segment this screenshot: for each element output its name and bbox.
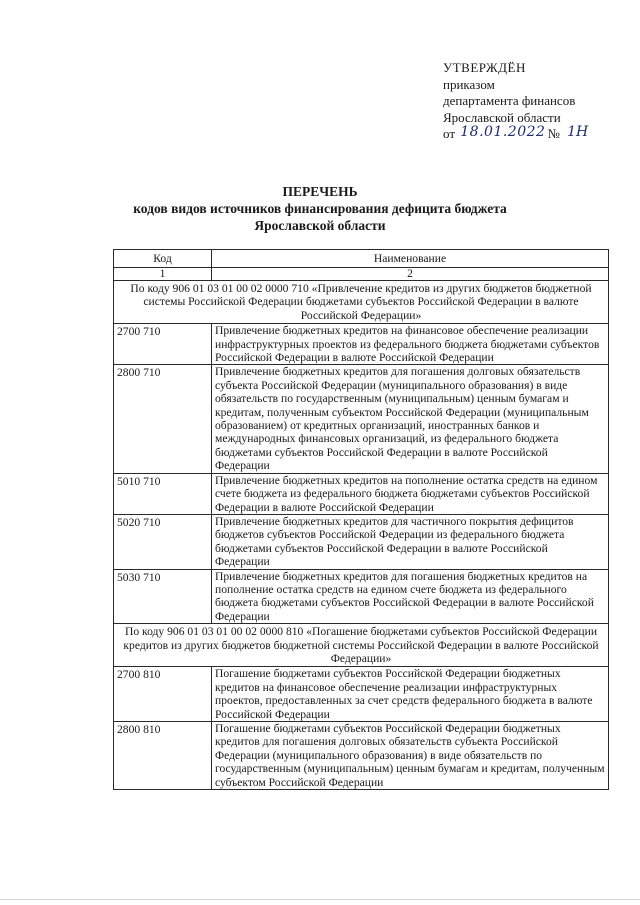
approval-stamp xyxy=(443,60,633,143)
row-name: Погашение бюджетами субъектов Российской Федерации бюджетных кредитов на финансовое обеспечение реализации инфраструктурных проектов, предоставленных за счет средств федерального бюджета в валюте Российской Федерации xyxy=(212,667,609,722)
approval-line-department: департамента финансов xyxy=(443,93,576,108)
table-row xyxy=(114,473,609,514)
section-header: По коду 906 01 03 01 00 02 0000 810 «Погашение бюджетами субъектов Российской Федерации кредитов из других бюджетов бюджетной системы Российской Федерации в валюте Российской Федерации» xyxy=(114,624,609,667)
handwritten-number: 1Н xyxy=(567,124,589,140)
section-header-row xyxy=(114,281,609,324)
section-header-row xyxy=(114,624,609,667)
section-header: По коду 906 01 03 01 00 02 0000 710 «Привлечение кредитов из других бюджетов бюджетной системы Российской Федерации бюджетами субъектов Российской Федерации в валюте Российской Федерации» xyxy=(114,281,609,324)
row-name: Привлечение бюджетных кредитов для погашения бюджетных кредитов на пополнение остатка средств на едином счете бюджета из федерального бюджета бюджетами субъектов Российской Федерации в валюте Российской Федерации xyxy=(212,569,609,624)
date-prefix: от xyxy=(443,126,456,141)
approval-heading: УТВЕРЖДЁН xyxy=(443,60,526,75)
row-name: Погашение бюджетами субъектов Российской Федерации бюджетных кредитов для погашения долговых обязательств субъекта Российской Федерации (муниципального образования) в виде обязательств по государственным (муниципальным) ценным бумагам и кредитам, полученным субъектом Российской Федерации xyxy=(212,722,609,790)
row-code: 5010 710 xyxy=(114,473,212,514)
column-number-2: 2 xyxy=(212,268,609,281)
table-row xyxy=(114,514,609,569)
table-row xyxy=(114,667,609,722)
column-number-row xyxy=(114,268,609,281)
title-line-1: ПЕРЕЧЕНЬ xyxy=(282,184,358,199)
row-code: 5020 710 xyxy=(114,514,212,569)
table-row xyxy=(114,722,609,790)
row-name: Привлечение бюджетных кредитов для частичного покрытия дефицитов бюджетов субъектов Российской Федерации из федерального бюджета бюджетами субъектов Российской Федерации в валюте Российской Федерации xyxy=(212,514,609,569)
codes-table xyxy=(113,249,609,790)
page-edge-line xyxy=(0,899,640,900)
handwritten-date: 18.01.2022 xyxy=(460,124,546,140)
row-code: 5030 710 xyxy=(114,569,212,624)
title-line-3: Ярославской области xyxy=(254,218,386,233)
approval-line-order: приказом xyxy=(443,76,495,92)
column-header-name: Наименование xyxy=(212,250,609,268)
table-row xyxy=(114,569,609,624)
table-header-row xyxy=(114,250,609,268)
approval-line-region: Ярославской области xyxy=(443,109,561,125)
number-sign: № xyxy=(547,126,560,141)
document-title xyxy=(100,183,540,234)
column-header-code: Код xyxy=(114,250,212,268)
table-row xyxy=(114,365,609,473)
row-code: 2700 710 xyxy=(114,324,212,365)
row-name: Привлечение бюджетных кредитов на финансовое обеспечение реализации инфраструктурных проектов из федерального бюджета бюджетами субъектов Российской Федерации в валюте Российской Федерации xyxy=(212,324,609,365)
column-number-1: 1 xyxy=(114,268,212,281)
title-line-2: кодов видов источников финансирования дефицита бюджета xyxy=(133,201,507,216)
row-code: 2800 810 xyxy=(114,722,212,790)
row-code: 2800 710 xyxy=(114,365,212,473)
row-name: Привлечение бюджетных кредитов на пополнение остатка средств на едином счете бюджета из федерального бюджета бюджетами субъектов Российской Федерации в валюте Российской Федерации xyxy=(212,473,609,514)
table-row xyxy=(114,324,609,365)
approval-date-line xyxy=(443,126,633,143)
row-name: Привлечение бюджетных кредитов для погашения долговых обязательств субъекта Российской Федерации (муниципального образования) в виде обязательств по государственным (муниципальным) ценным бумагам и кредитам, полученным субъектом Российской Федерации (муниципальным образованием) от кредитных организаций, иностранных банков и международных финансовых организаций, из федерального бюджета бюджетами субъектов Российской Федерации в валюте Российской Федерации xyxy=(212,365,609,473)
row-code: 2700 810 xyxy=(114,667,212,722)
